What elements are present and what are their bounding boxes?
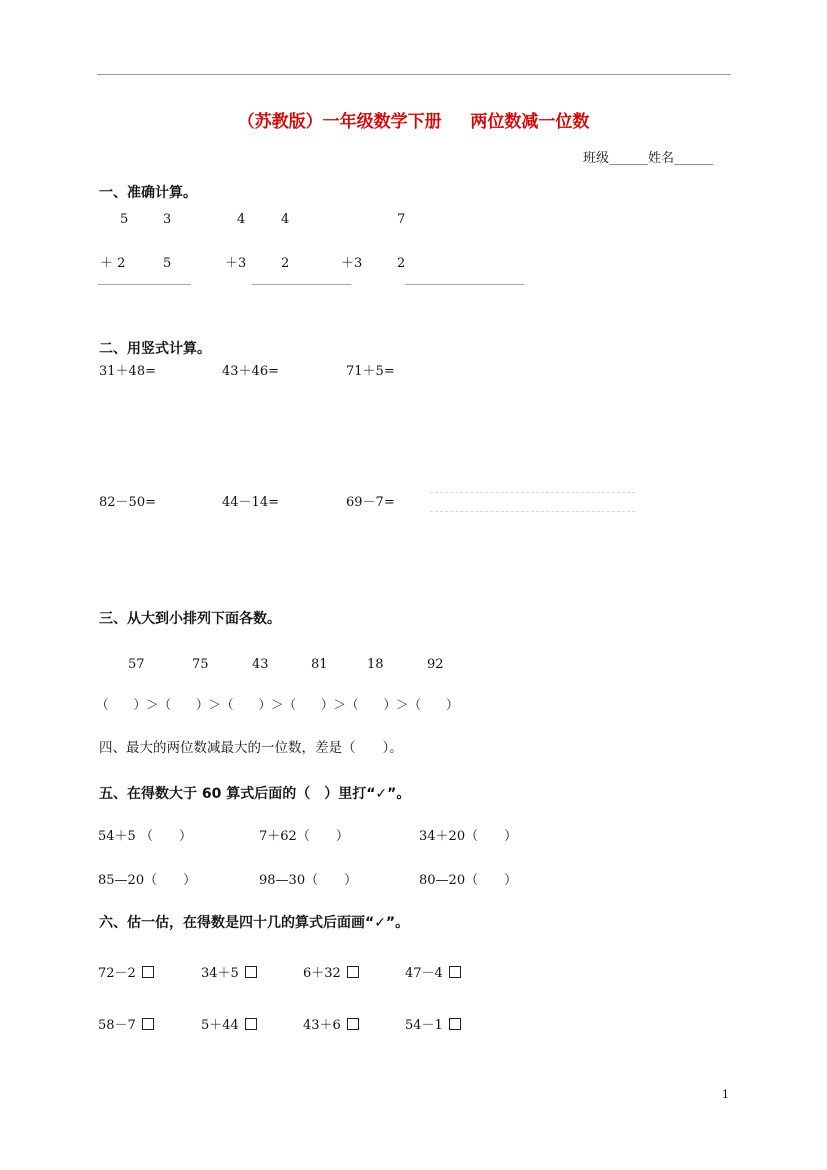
checkbox[interactable] bbox=[347, 966, 359, 978]
vertical-calc-problem: 69－7= bbox=[346, 495, 395, 510]
check-problem: 34＋20（ ） bbox=[419, 829, 518, 844]
check-problem: 7＋62（ ） bbox=[259, 829, 349, 844]
checkbox[interactable] bbox=[142, 1018, 154, 1030]
estimate-problem bbox=[303, 966, 359, 980]
estimate-expression: 47－4 bbox=[405, 966, 443, 981]
number-to-sort: 92 bbox=[427, 657, 444, 672]
section5-heading: 五、在得数大于 60 算式后面的（ ）里打“✓”。 bbox=[99, 786, 411, 802]
checkbox[interactable] bbox=[449, 1018, 461, 1030]
section6-heading: 六、估一估，在得数是四十几的算式后面画“✓”。 bbox=[99, 915, 410, 931]
check-problem: 80—20（ ） bbox=[419, 873, 518, 888]
calc-addend: ＋ 2 bbox=[100, 256, 126, 271]
check-problem: 54＋5 （ ） bbox=[98, 829, 192, 844]
answer-line: __________________ bbox=[405, 272, 525, 285]
calc-digit: 7 bbox=[397, 212, 406, 227]
vertical-calc-problem: 43＋46= bbox=[222, 364, 279, 379]
check-problem: 85—20（ ） bbox=[98, 873, 197, 888]
estimate-problem bbox=[98, 966, 154, 980]
estimate-expression: 43＋6 bbox=[303, 1018, 341, 1033]
faint-scan-line bbox=[430, 511, 635, 512]
estimate-problem bbox=[303, 1018, 359, 1032]
answer-line: ______________ bbox=[98, 272, 191, 285]
vertical-calc-problem: 71＋5= bbox=[346, 364, 395, 379]
calc-addend: ＋3 bbox=[341, 256, 363, 271]
estimate-problem bbox=[98, 1018, 154, 1032]
checkbox[interactable] bbox=[449, 966, 461, 978]
checkbox[interactable] bbox=[245, 966, 257, 978]
header-rule bbox=[97, 74, 731, 75]
estimate-problem bbox=[405, 1018, 461, 1032]
number-to-sort: 81 bbox=[311, 657, 328, 672]
calc-digit: 3 bbox=[163, 212, 172, 227]
check-problem: 98—30（ ） bbox=[259, 873, 358, 888]
vertical-calc-problem: 82－50= bbox=[99, 495, 156, 510]
estimate-problem bbox=[405, 966, 461, 980]
calc-digit: 4 bbox=[237, 212, 246, 227]
vertical-calc-problem: 31＋48= bbox=[99, 364, 156, 379]
estimate-expression: 72－2 bbox=[98, 966, 136, 981]
calc-digit: 4 bbox=[281, 212, 290, 227]
ordering-blanks: （ ）＞（ ）＞（ ）＞（ ）＞（ ）＞（ ） bbox=[96, 697, 459, 712]
section4-question: 四、最大的两位数减最大的一位数，差是（ ）。 bbox=[99, 740, 403, 756]
page-number: 1 bbox=[722, 1088, 729, 1101]
estimate-problem bbox=[201, 966, 257, 980]
vertical-calc-problem: 44－14= bbox=[222, 495, 279, 510]
class-name-line: 班级______姓名______ bbox=[583, 151, 714, 166]
calc-addend: ＋3 bbox=[225, 256, 247, 271]
estimate-expression: 6＋32 bbox=[303, 966, 341, 981]
calc-addend: 2 bbox=[397, 256, 406, 271]
faint-scan-line bbox=[430, 492, 635, 493]
estimate-expression: 5＋44 bbox=[201, 1018, 239, 1033]
estimate-problem bbox=[201, 1018, 257, 1032]
number-to-sort: 57 bbox=[128, 657, 145, 672]
section2-heading: 二、用竖式计算。 bbox=[99, 341, 211, 357]
estimate-expression: 54－1 bbox=[405, 1018, 443, 1033]
section3-heading: 三、从大到小排列下面各数。 bbox=[99, 611, 281, 627]
calc-addend: 2 bbox=[281, 256, 290, 271]
estimate-expression: 34＋5 bbox=[201, 966, 239, 981]
estimate-expression: 58－7 bbox=[98, 1018, 136, 1033]
number-to-sort: 18 bbox=[367, 657, 384, 672]
calc-digit: 5 bbox=[120, 212, 129, 227]
checkbox[interactable] bbox=[347, 1018, 359, 1030]
number-to-sort: 75 bbox=[192, 657, 209, 672]
answer-line: _______________ bbox=[252, 272, 352, 285]
section1-heading: 一、准确计算。 bbox=[99, 185, 197, 201]
number-to-sort: 43 bbox=[252, 657, 269, 672]
checkbox[interactable] bbox=[142, 966, 154, 978]
checkbox[interactable] bbox=[245, 1018, 257, 1030]
calc-addend: 5 bbox=[163, 256, 172, 271]
page-title: （苏教版）一年级数学下册 两位数减一位数 bbox=[237, 112, 590, 132]
